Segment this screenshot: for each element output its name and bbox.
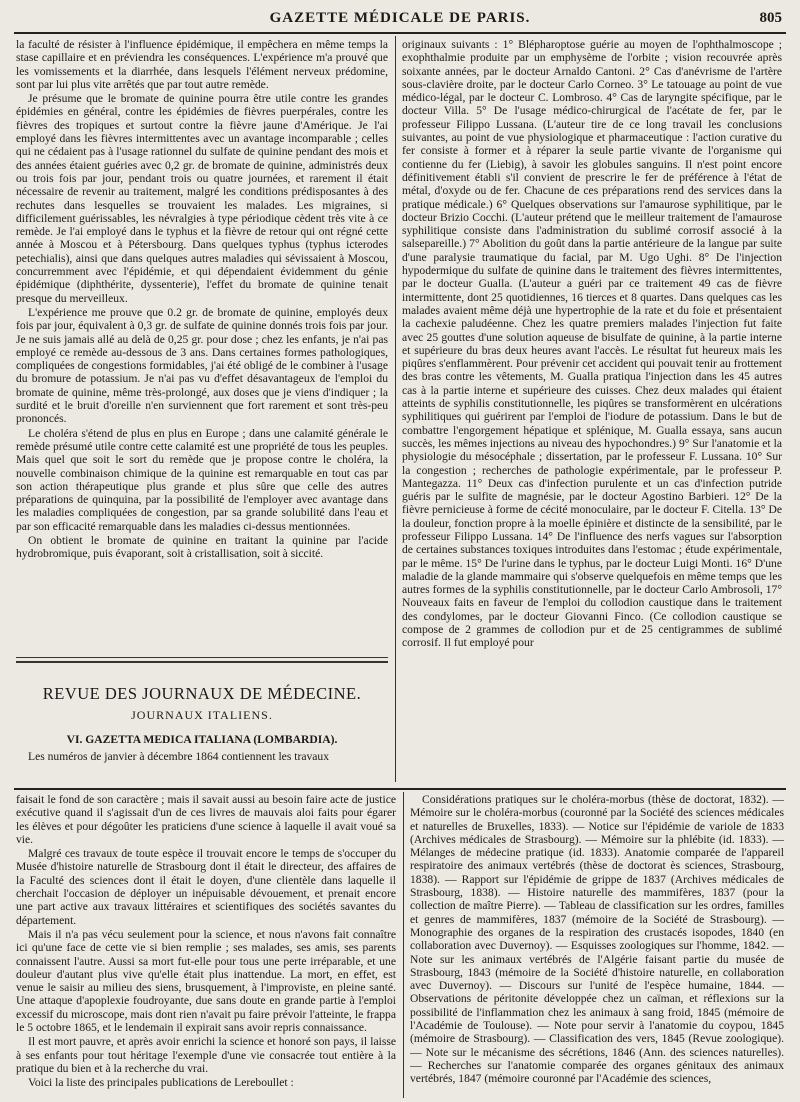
paragraph: la faculté de résister à l'influence épidémique, il empêchera en même temps la stase capillaire et en préviendra les conséquences. L'expérience m'a prouvé que les vomissements et la diarrhée, dans lesquels l'élément nerveux prédomine, sont par lui plus vite arrêtés que par tout autre remède. bbox=[16, 38, 388, 91]
section-subtitle: JOURNAUX ITALIENS. bbox=[131, 708, 273, 722]
paragraph: Malgré ces travaux de toute espèce il trouvait encore le temps de s'occuper du Musée d'histoire naturelle de Strasbourg dont il était le directeur, des affaires de la Faculté des sciences dont il était le doyen, d'une clientèle dans laquelle il cherchait l'occasion de déployer un inépuisable dévouement, et prenait encore une part active aux travaux littéraires et scientifiques des sociétés savantes du département. bbox=[16, 847, 396, 927]
column-divider bbox=[403, 792, 404, 1098]
section-divider bbox=[14, 788, 786, 790]
top-right-column bbox=[402, 38, 782, 780]
section-title: REVUE DES JOURNAUX DE MÉDECINE. bbox=[42, 684, 362, 703]
column-divider bbox=[395, 36, 396, 782]
journal-heading: VI. GAZETTA MEDICA ITALIANA (LOMBARDIA). bbox=[66, 733, 338, 746]
section-divider bbox=[16, 657, 388, 658]
paragraph: Le choléra s'étend de plus en plus en Europe ; dans une calamité générale le remède présumé utile contre cette calamité est une propriété de tous les peuples. Mais quel que soit le sort du remède que je propose contre le choléra, la nouvelle combinaison chimique de la quinine est remarquable en tout cas par son action thérapeutique plus grande et plus sûre que celle des autres préparations de quinquina, par la possibilité de l'employer avec avantage dans les maladies compliquées de congestion, par sa grande solubilité dans l'eau et par son efficacité remarquable dans les maladies ci-dessus mentionnées. bbox=[16, 426, 388, 533]
page-header bbox=[14, 6, 786, 34]
paragraph: originaux suivants : 1° Blépharoptose guérie au moyen de l'ophthalmoscope ; exophthalmie produite par un emphysème de l'orbite ; vision recouvrée après soixante années, par le docteur Arnaldo Cantoni. 2° Cas d'anévrisme de l'artère sous-clavière droite, par le docteur Carlo Corneo. 3° Le tatouage au point de vue médico-légal, par le docteur C. Lombroso. 4° Cas de laryngite spécifique, par le docteur Villa. 5° De l'usage médico-chirurgical de l'acétate de fer, par le professeur Filippo Lussana. (L'auteur tire de ce long travail les conclusions suivantes, au point de vue physiologique et pharmaceutique : l'action curative du fer consiste à former et à réparer la seule partie vivante de l'organisme qui contienne du fer (Liebig), à savoir les globules sanguins. Il n'est point encore définitivement établi s'il convient de prescrire le fer de préférence à l'état de métal, d'oxyde ou de fer. Chacune de ces préparations rend des services dans la pratique médicale.) 6° Quelques observations sur l'amaurose syphilitique, par le docteur Brizio Cocchi. (L'auteur prétend que le meilleur traitement de l'amaurose syphilitique consiste dans l'administration du sublimé corrosif associé à la salsepareille.) 7° Abolition du goût dans la partie antérieure de la langue par suite d'une paralysie traumatique du facial, par M. Ugo Ughi. 8° De l'injection hypodermique du sulfate de quinine dans le traitement des fièvres intermittentes, par le docteur Gualla. (L'auteur a guéri par ce traitement 49 cas de fièvre intermittente, dont 25 quotidiennes, 16 tierces et 8 quartes. Dans quelques cas les malades avaient même déjà une hypertrophie de la rate et du foie et présentaient la cachexie paludéenne. Chez les quatre premiers malades l'injection fut faite avec 25 gouttes d'une solution aqueuse de bisulfate de quinine, à la partie interne et supérieure du bras deux heures avant l'accès. Le résultat fut heureux mais les piqûres s'enflammèrent. Pour prévenir cet accident qui pouvait tenir au frottement des bras contre les vêtements, M. Gualla pratiqua l'injection dans les 45 autres cas à la partie interne et supérieure des cuisses. Chez deux malades qui étaient atteints de syphilis constitutionnelle, les piqûres se transformèrent en ulcérations syphilitiques qui guérirent par l'emploi de l'iodure de potassium. Dans le but de combattre l'engorgement hépatique et splénique, M. Gualla essaya, sans aucun succès, les mêmes injections au niveau des hypochondres.) 9° Sur l'anatomie et la physiologie du mésocéphale ; dissertation, par le professeur F. Lussana. 10° Sur la congestion ; recherches de pathologie expérimentale, par le professeur P. Mantegazza. 11° Deux cas d'infection purulente et un cas d'infection putride guéris par le sulfite de magnésie, par le docteur Agostino Barbieri. 12° De la fièvre pernicieuse à forme de cécité monoculaire, par le docteur F. Citella. 13° De la douleur, fonction propre à la moelle épinière et distincte de la sensibilité, par le professeur Filippo Lussana. 14° De l'influence des nerfs vagues sur l'absorption de certaines substances toxiques introduites dans l'estomac ; étude expérimentale, par le même. 15° De l'urine dans le typhus, par le docteur Luigi Monti. 16° D'une maladie de la glande mammaire qui s'observe quelquefois en même temps que les autres formes de la syphilis constitutionnelle, par le docteur Carlo Ambrosoli, 17° Nouveaux faits en faveur de l'emploi du collodion caustique dans le traitement des condylomes, par le docteur Giovanni Finco. (Ce collodion caustique se compose de 2 grammes de collodion pur et de 25 centigrammes de sublimé corrosif. Il fut employé pour bbox=[402, 38, 782, 650]
paragraph: L'expérience me prouve que 0.2 gr. de bromate de quinine, employés deux fois par jour, équivalent à 0,3 gr. de sulfate de quinine donnés trois fois par jour. Je ne suis jamais allé au delà de 0,25 gr. pour dose ; chez les enfants, je n'ai pas employé ce remède au-dessous de 3 ans. Dans certaines formes pathologiques, compliquées de congestions formidables, j'ai été obligé de le combiner à l'usage du bromure de potassium. Je n'ai pas vu d'effet désavantageux de l'emploi du bromate de quinine, même très-prolongé, aux doses que je viens d'indiquer ; la surdité et le bruit d'oreille n'en surviennent que fort rarement et sont très-peu prononcés. bbox=[16, 305, 388, 426]
paragraph: Il est mort pauvre, et après avoir enrichi la science et honoré son pays, il laisse à ses enfants pour tout héritage l'exemple d'une vie consacrée tout entière à la pratique du bien et à la recherche du vrai. bbox=[16, 1035, 396, 1075]
paragraph: Considérations pratiques sur le choléra-morbus (thèse de doctorat, 1832). — Mémoire sur le choléra-morbus (couronné par la Société des sciences médicales et naturelles de Bruxelles, 1833). — Notice sur l'épidémie de variole de 1833 (Archives médicales de Strasbourg). — Mémoire sur la phlébite (id. 1833). — Mélanges de médecine pratique (id. 1833). Anatomie comparée de l'appareil respiratoire des animaux vertébrés (thèse de doctorat ès sciences, Strasbourg, 1838). — Rapport sur l'épidémie de grippe de 1837 (Archives médicales de Strasbourg, 1838). — Histoire naturelle des mammifères, 1837 (pour la collection de maître Pierre). — Tableau de classification sur les ordres, familles et genres de mammifères, 1837 (mémoire de la Société de Strasbourg). — Monographie des organes de la respiration des crustacés isopodes, 1840 (en collaboration avec Duvernoy). — Esquisses zoologiques sur l'homme, 1842. — Note sur les animaux vertébrés de l'Algérie faisant partie du musée de Strasbourg, 1843 (mémoire de la Société d'histoire naturelle, en collaboration avec Duvernoy). — Discours sur l'unité de l'espèce humaine, 1844. — Observations de péritonite développée chez un caïman, et réflexions sur la possibilité de l'inflammation chez les animaux à sang froid, 1845 (mémoire de l'Académie de Toulouse). — Note pour servir à l'anatomie du coypou, 1845 (mémoire de Strasbourg). — Classification des vers, 1845 (Revue zoologique). — Note sur le mécanisme des sécrétions, 1846 (Ann. des sciences naturelles). — Recherches sur l'anatomie comparée des organes génitaux des animaux vertébrés, 1847 (mémoire couronné par l'Académie des sciences, bbox=[410, 793, 784, 1086]
paragraph: Voici la liste des principales publications de Lereboullet : bbox=[28, 1076, 294, 1090]
top-left-column bbox=[16, 38, 388, 650]
paragraph: On obtient le bromate de quinine en traitant la quinine par l'acide hydrobromique, puis évaporant, soit à cristallisation, soit à siccité. bbox=[16, 533, 388, 561]
paragraph: Les numéros de janvier à décembre 1864 contiennent les travaux bbox=[28, 750, 330, 763]
paragraph: faisait le fond de son caractère ; mais il savait aussi au besoin faire acte de justice exécutive quand il s'agissait d'un de ces livres de mauvais aloi faits pour égarer les élèves et pour dégoûter les praticiens d'une science à laquelle il avait voué sa vie. bbox=[16, 793, 396, 846]
journal-title: GAZETTE MÉDICALE DE PARIS. bbox=[269, 10, 531, 26]
paragraph: Je présume que le bromate de quinine pourra être utile contre les grandes épidémies en général, contre les épidémies de fièvres puerpérales, contre les fièvres des tropiques et surtout contre la fièvre jaune d'Amérique. Je l'ai employé dans les fièvres intermittentes avec un avantage incomparable ; celles qui ne cédaient pas à l'usage rationnel du sulfate de quinine pendant des mois et des années étaient guéries avec 0,2 gr. de bromate de quinine, administrés deux ou trois fois par jour, pendant trois ou quatre journées, et rarement il était nécessaire de revenir au traitement, malgré les conditions prédisposantes à des rechutes dans lesquelles se trouvaient les malades. Les migraines, si difficilement guérissables, les névralgies à type périodique cèdent très vite à ce remède. Je l'ai employé dans le typhus et la fièvre de retour qui ont régné cette année à Moscou et à Pétersbourg. Dans quelques typhus (typhus icterodes petechialis), ainsi que dans quelques autres maladies qui sévissaient à Moscou, concurremment avec l'épidémie, et qui dépendaient évidemment du génie épidémique (diphthérite, dyssenterie), l'effet du bromate de quinine tenait presque du merveilleux. bbox=[16, 92, 388, 305]
section-divider bbox=[16, 661, 388, 663]
page-number: 805 bbox=[759, 10, 782, 26]
paragraph: Mais il n'a pas vécu seulement pour la science, et nous n'avons fait connaître ici qu'une face de cette vie si bien remplie ; ses malades, ses amis, ses parents connaissent l'autre. Aussi sa mort fut-elle pour tous une perte irréparable, et une douleur d'autant plus vive qu'elle était plus inattendue. La mort, en effet, est venue le saisir au milieu des siens, brusquement, à l'improviste, en pleine santé. Une attaque d'apoplexie foudroyante, due sans doute en grande partie à l'emploi excessif du microscope, mais dont rien n'avait pu faire prévoir l'atteinte, le frappa le 5 octobre 1865, et le lendemain il expirait sans avoir repris connaissance. bbox=[16, 927, 396, 1035]
revue-section bbox=[16, 670, 388, 782]
bottom-right-column bbox=[410, 793, 784, 1099]
bottom-left-column bbox=[16, 793, 396, 1099]
